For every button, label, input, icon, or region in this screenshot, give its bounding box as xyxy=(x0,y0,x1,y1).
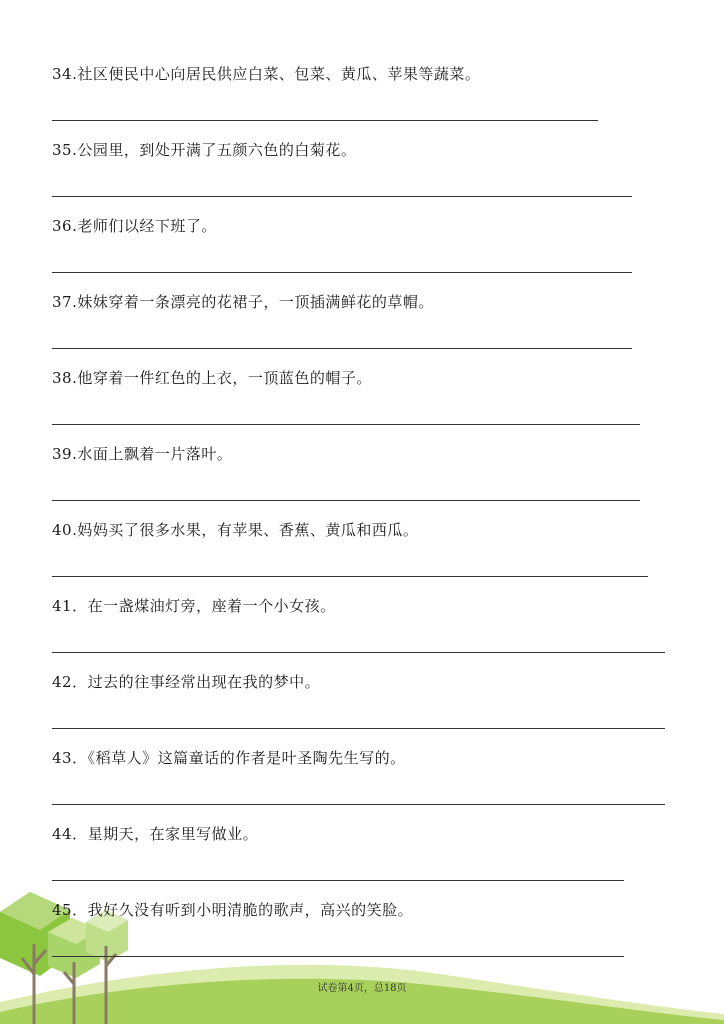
question-text: 水面上飘着一片落叶。 xyxy=(77,445,233,463)
answer-line-36[interactable] xyxy=(52,272,632,273)
question-number: 35. xyxy=(52,141,78,159)
question-number: 41． xyxy=(52,597,88,615)
question-40 xyxy=(52,520,418,540)
answer-line-38[interactable] xyxy=(52,424,640,425)
question-number: 45． xyxy=(52,901,88,919)
question-38 xyxy=(52,368,372,388)
question-number: 42． xyxy=(52,673,88,691)
question-text: 我好久没有听到小明清脆的歌声，高兴的笑脸。 xyxy=(87,901,414,919)
question-text: 老师们以经下班了。 xyxy=(77,217,217,235)
question-text: 《稻草人》这篇童话的作者是叶圣陶先生写的。 xyxy=(87,749,406,767)
question-42 xyxy=(52,672,320,692)
question-number: 37. xyxy=(52,293,78,311)
question-number: 36. xyxy=(52,217,78,235)
question-number: 34. xyxy=(52,65,78,83)
question-text: 社区便民中心向居民供应白菜、包菜、黄瓜、苹果等蔬菜。 xyxy=(77,65,481,83)
question-36 xyxy=(52,216,217,236)
question-text: 过去的往事经常出现在我的梦中。 xyxy=(87,673,321,691)
question-35 xyxy=(52,140,356,160)
question-45 xyxy=(52,900,413,920)
question-text: 妹妹穿着一条漂亮的花裙子，一顶插满鲜花的草帽。 xyxy=(77,293,434,311)
page-footer: 试卷第4页，总18页 xyxy=(317,983,407,994)
question-text: 星期天，在家里写做业。 xyxy=(87,825,259,843)
question-number: 40. xyxy=(52,521,78,539)
question-number: 38. xyxy=(52,369,78,387)
answer-line-45[interactable] xyxy=(52,956,624,957)
answer-line-39[interactable] xyxy=(52,500,640,501)
answer-line-35[interactable] xyxy=(52,196,632,197)
question-44 xyxy=(52,824,258,844)
question-text: 他穿着一件红色的上衣，一顶蓝色的帽子。 xyxy=(77,369,372,387)
question-number: 44． xyxy=(52,825,88,843)
question-39 xyxy=(52,444,232,464)
question-37 xyxy=(52,292,434,312)
question-41 xyxy=(52,596,336,616)
answer-line-40[interactable] xyxy=(52,576,648,577)
question-34 xyxy=(52,64,480,84)
question-text: 公园里，到处开满了五颜六色的白菊花。 xyxy=(77,141,357,159)
question-number: 43． xyxy=(52,749,88,767)
question-text: 在一盏煤油灯旁，座着一个小女孩。 xyxy=(87,597,336,615)
answer-line-42[interactable] xyxy=(52,728,665,729)
answer-line-34[interactable] xyxy=(52,120,598,121)
answer-line-44[interactable] xyxy=(52,880,624,881)
answer-line-41[interactable] xyxy=(52,652,665,653)
question-number: 39. xyxy=(52,445,78,463)
answer-line-43[interactable] xyxy=(52,804,665,805)
question-43 xyxy=(52,748,406,768)
question-text: 妈妈买了很多水果，有苹果、香蕉、黄瓜和西瓜。 xyxy=(77,521,419,539)
answer-line-37[interactable] xyxy=(52,348,632,349)
